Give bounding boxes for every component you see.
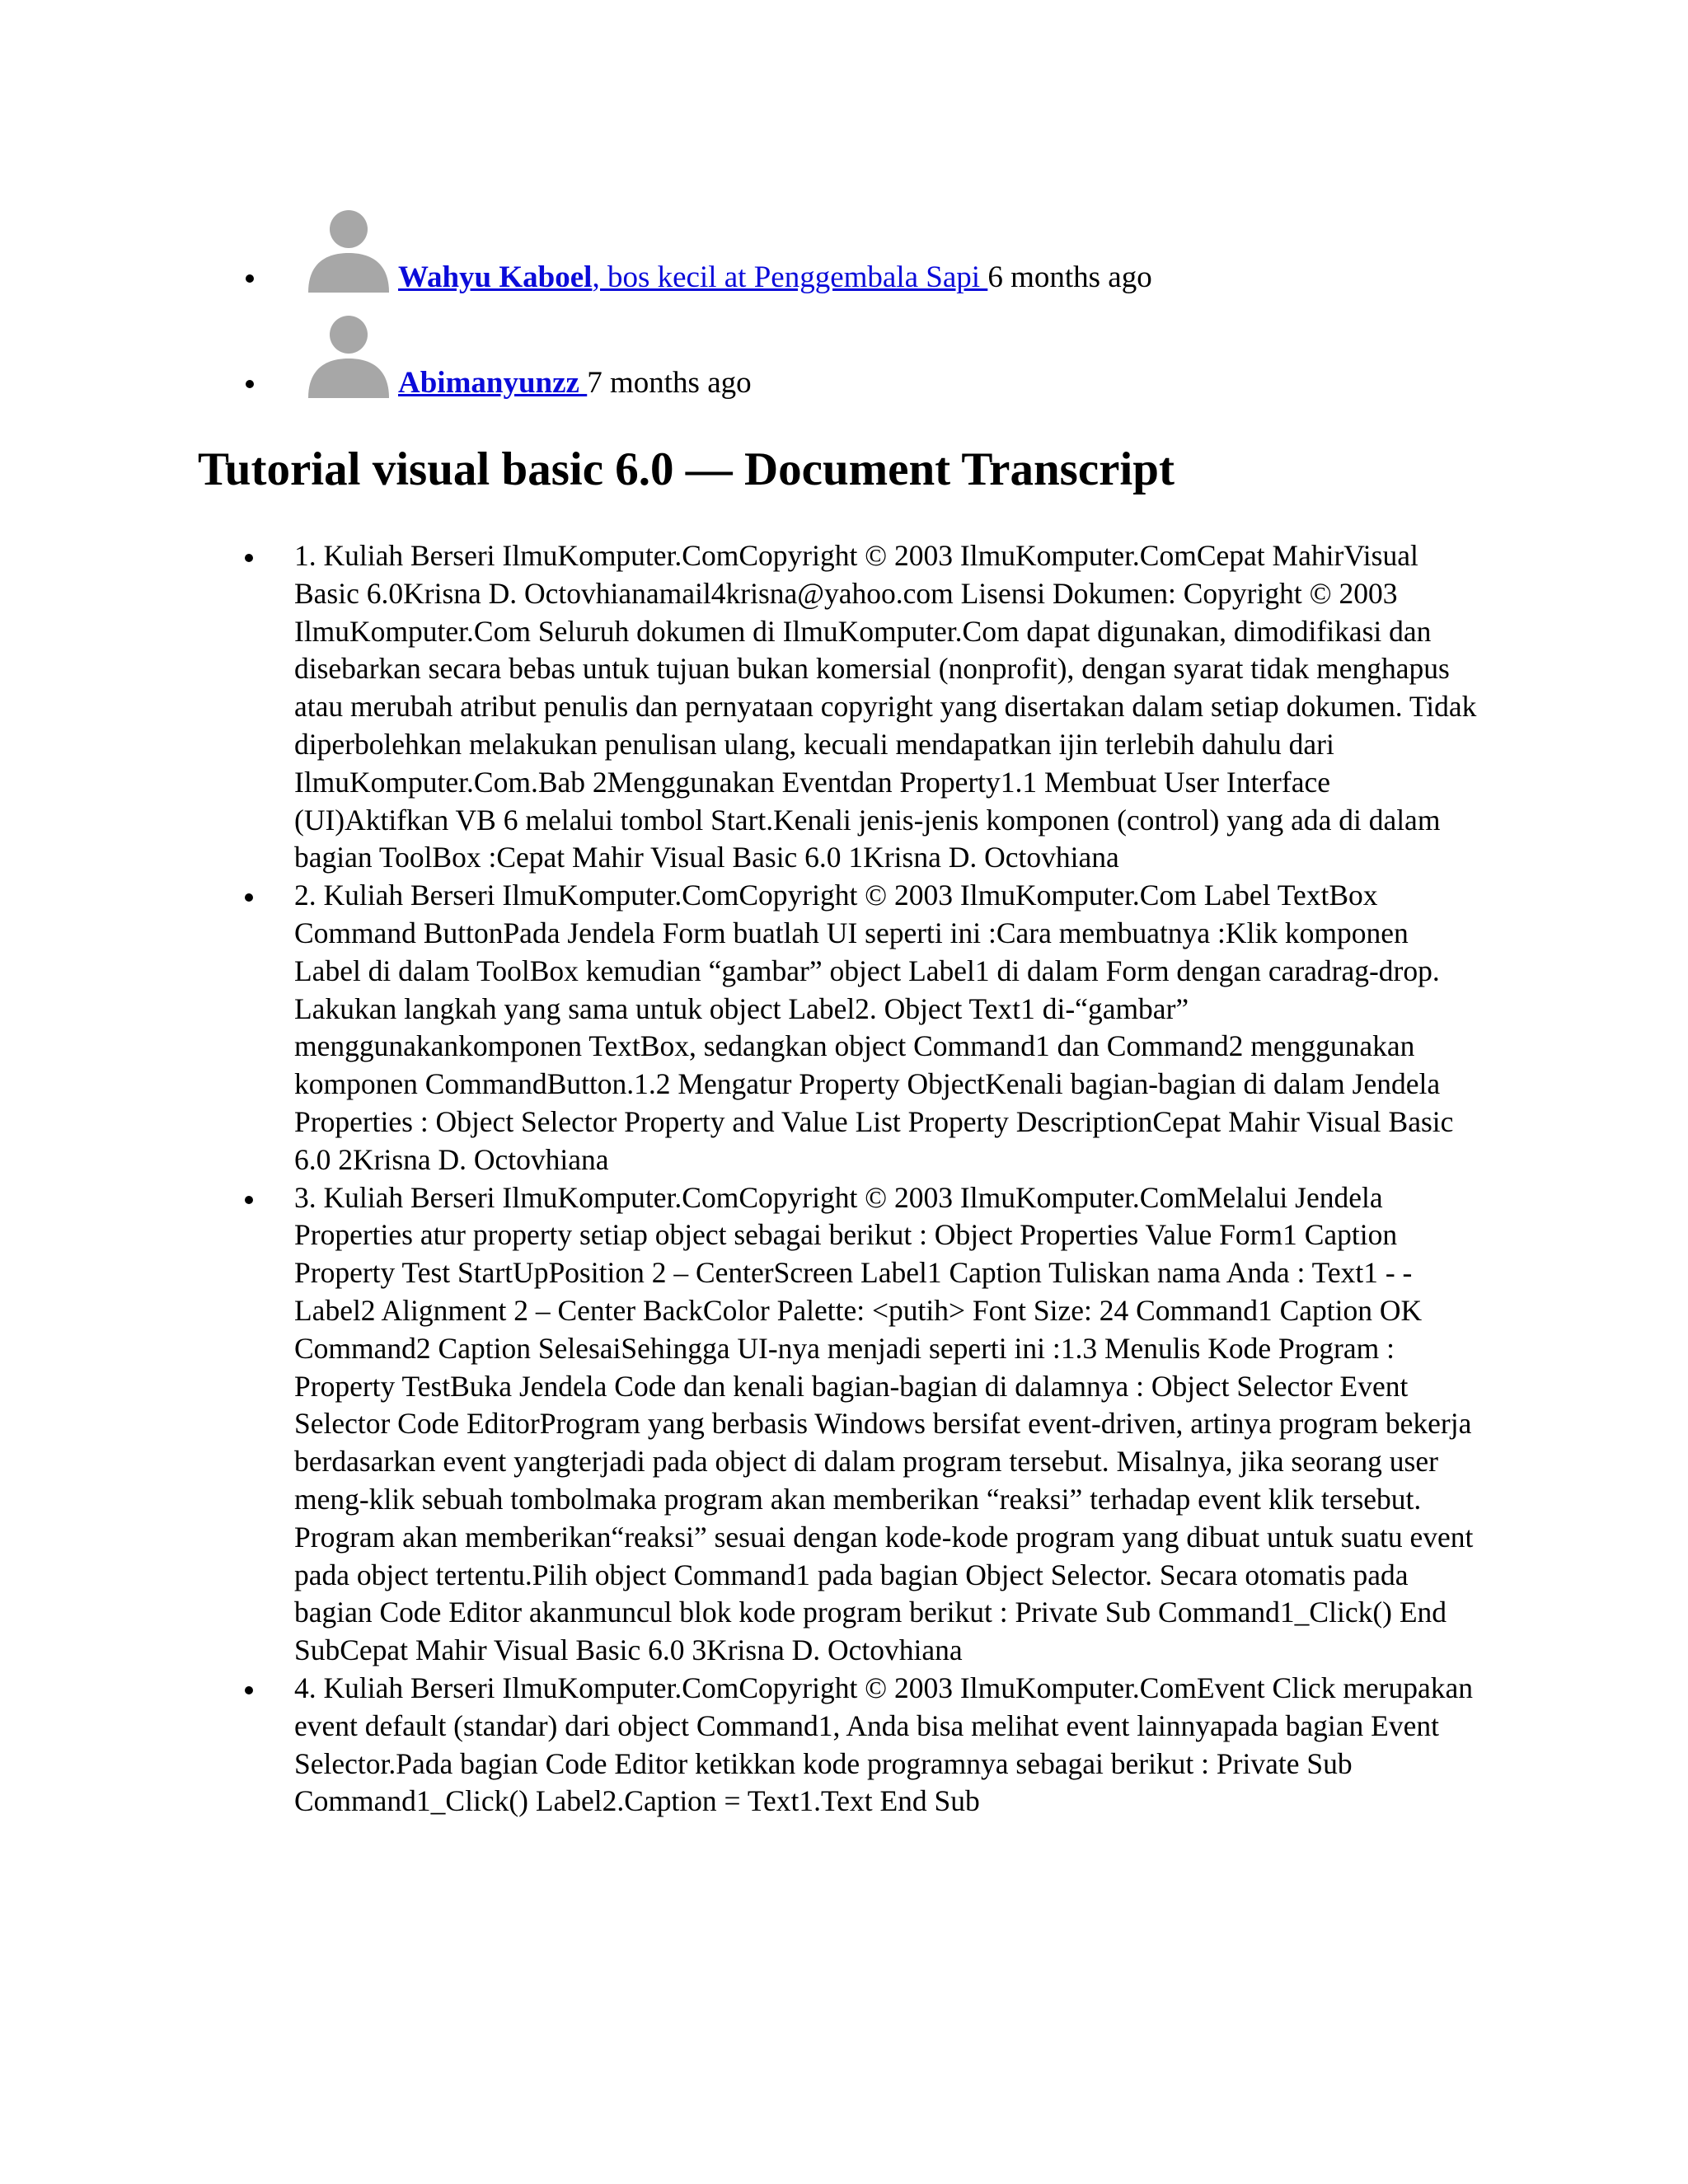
transcript-list xyxy=(294,537,1481,1821)
transcript-text: 2. Kuliah Berseri IlmuKomputer.ComCopyright © 2003 IlmuKomputer.Com Label TextBox Command ButtonPada Jendela Form buatlah UI seperti ini :Cara membuatnya :Klik komponen Label di dalam ToolBox kemudian “gambar” object Label1 di dalam Form dengan caradrag-drop. Lakukan langkah yang sama untuk object Label2. Object Text1 di-“gambar” menggunakankomponen TextBox, sedangkan object Command1 dan Command2 menggunakan komponen CommandButton.1.2 Mengatur Property ObjectKenali bagian-bagian di dalam Jendela Properties : Object Selector Property and Value List Property DescriptionCepat Mahir Visual Basic 6.0 2Krisna D. Octovhiana xyxy=(294,879,1454,1176)
transcript-item xyxy=(294,537,1481,877)
bullet xyxy=(245,893,253,902)
user-avatar-icon[interactable] xyxy=(303,202,394,293)
comment-time: 7 months ago xyxy=(587,366,752,400)
commenter-profile-link[interactable] xyxy=(398,260,987,294)
transcript-item xyxy=(294,1670,1481,1821)
bullet xyxy=(246,274,254,283)
bullet xyxy=(246,380,254,388)
commenter-profile-link[interactable] xyxy=(398,366,587,400)
user-avatar-icon[interactable] xyxy=(303,307,394,398)
bullet xyxy=(245,1686,253,1694)
transcript-item xyxy=(294,877,1481,1179)
comment-meta xyxy=(398,365,752,401)
bullet xyxy=(245,554,253,562)
page-title: Tutorial visual basic 6.0 — Document Transcript xyxy=(198,443,1175,495)
commenter-affiliation xyxy=(579,366,587,400)
bullet xyxy=(245,1196,253,1204)
commenter-item xyxy=(198,307,1517,413)
comment-time: 6 months ago xyxy=(987,260,1152,294)
transcript-text: 4. Kuliah Berseri IlmuKomputer.ComCopyright © 2003 IlmuKomputer.ComEvent Click merupakan event default (standar) dari object Command1, Anda bisa melihat event lainnyapada bagian Event Selector.Pada bagian Code Editor ketikkan kode programnya sebagai berikut : Private Sub Command1_Click() Label2.Caption = Text1.Text End Sub xyxy=(294,1671,1474,1818)
transcript-text: 1. Kuliah Berseri IlmuKomputer.ComCopyright © 2003 IlmuKomputer.ComCepat MahirVisual Basic 6.0Krisna D. Octovhianamail4krisna@yahoo.com Lisensi Dokumen: Copyright © 2003 IlmuKomputer.Com Seluruh dokumen di IlmuKomputer.Com dapat digunakan, dimodifikasi dan disebarkan secara bebas untuk tujuan bukan komersial (nonprofit), dengan syarat tidak menghapus atau merubah atribut penulis dan pernyataan copyright yang disertakan dalam setiap dokumen. Tidak diperbolehkan melakukan penulisan ulang, kecuali mendapatkan ijin terlebih dahulu dari IlmuKomputer.Com.Bab 2Menggunakan Eventdan Property1.1 Membuat User Interface (UI)Aktifkan VB 6 melalui tombol Start.Kenali jenis-jenis komponen (control) yang ada di dalam bagian ToolBox :Cepat Mahir Visual Basic 6.0 1Krisna D. Octovhiana xyxy=(294,539,1477,874)
commenter-name: Abimanyunzz xyxy=(398,366,579,400)
transcript-text: 3. Kuliah Berseri IlmuKomputer.ComCopyright © 2003 IlmuKomputer.ComMelalui Jendela Properties atur property setiap object sebagai berikut : Object Properties Value Form1 Caption Property Test StartUpPosition 2 – CenterScreen Label1 Caption Tuliskan nama Anda : Text1 - - Label2 Alignment 2 – Center BackColor Palette: <putih> Font Size: 24 Command1 Caption OK Command2 Caption SelesaiSehingga UI-nya menjadi seperti ini :1.3 Menulis Kode Program : Property TestBuka Jendela Code dan kenali bagian-bagian di dalamnya : Object Selector Event Selector Code EditorProgram yang berbasis Windows bersifat event-driven, artinya program bekerja berdasarkan event yangterjadi pada object di dalam program tersebut. Misalnya, jika seorang user meng-klik sebuah tombolmaka program akan memberikan “reaksi” terhadap event klik tersebut. Program akan memberikan“reaksi” sesuai dengan kode-kode program yang dibuat untuk suatu event pada object tertentu.Pilih object Command1 pada bagian Object Selector. Secara otomatis pada bagian Code Editor akanmuncul blok kode program berikut : Private Sub Command1_Click() End SubCepat Mahir Visual Basic 6.0 3Krisna D. Octovhiana xyxy=(294,1180,1474,1667)
commenter-list xyxy=(198,202,1517,413)
commenter-name: Wahyu Kaboel xyxy=(398,260,593,294)
commenter-item xyxy=(198,202,1517,307)
commenter-affiliation: , bos kecil at Penggembala Sapi xyxy=(592,260,988,294)
comment-meta xyxy=(398,260,1152,296)
transcript-item xyxy=(294,1179,1481,1670)
